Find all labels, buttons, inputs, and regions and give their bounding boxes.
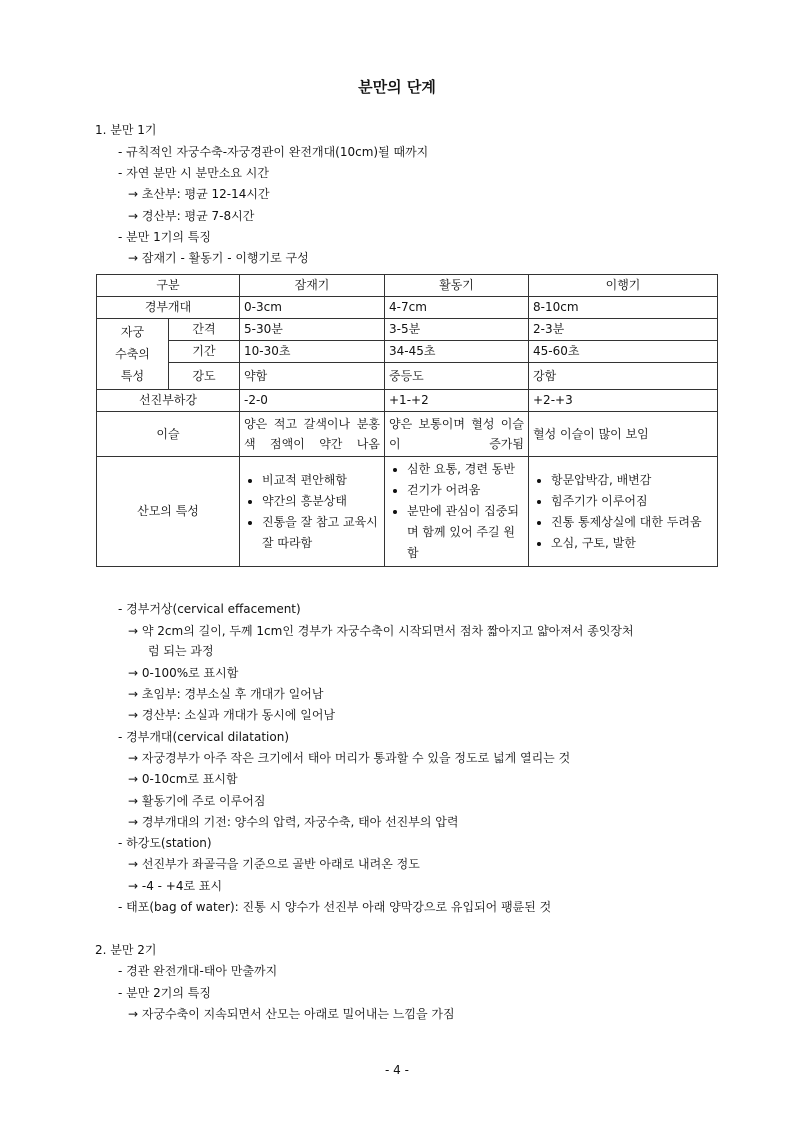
table-cell: 양은 적고 갈색이나 분홍색 점액이 약간 나옴 bbox=[240, 412, 385, 457]
text-line: → 선진부가 좌골극을 기준으로 골반 아래로 내려온 정도 bbox=[128, 857, 420, 871]
table-cell: 3-5분 bbox=[385, 319, 529, 341]
table-cell: 중등도 bbox=[385, 363, 529, 390]
table-cell: +1-+2 bbox=[385, 390, 529, 412]
list-item: • 힘주기가 이루어짐 bbox=[551, 491, 713, 512]
table-cell: +2-+3 bbox=[529, 390, 718, 412]
list-item: • 진통을 잘 참고 교육시 잘 따라함 bbox=[262, 512, 380, 554]
table-row bbox=[97, 457, 718, 567]
row-label: 간격 bbox=[169, 319, 240, 341]
row-label: 선진부하강 bbox=[97, 390, 240, 412]
text-line: → 활동기에 주로 이루어짐 bbox=[128, 794, 266, 808]
table-cell bbox=[240, 457, 385, 567]
text-line: → 경부개대의 기전: 양수의 압력, 자궁수축, 태아 선진부의 압력 bbox=[128, 815, 459, 829]
table-row bbox=[97, 363, 718, 390]
text-line: - 태포(bag of water): 진통 시 양수가 선진부 아래 양막강으로 유입되어 팽륜된 것 bbox=[118, 900, 552, 914]
table-cell: 4-7cm bbox=[385, 297, 529, 319]
text-line: → 자궁경부가 아주 작은 크기에서 태아 머리가 통과할 수 있을 정도로 넓게 열리는 것 bbox=[128, 751, 571, 765]
table-cell: 0-3cm bbox=[240, 297, 385, 319]
row-group-label: 자궁 수축의 특성 bbox=[97, 319, 169, 390]
list-item: • 진통 통제상실에 대한 두려움 bbox=[551, 512, 713, 533]
table-row bbox=[97, 390, 718, 412]
table-row bbox=[97, 412, 718, 457]
row-label: 이슬 bbox=[97, 412, 240, 457]
table-header: 이행기 bbox=[529, 275, 718, 297]
table-cell: 2-3분 bbox=[529, 319, 718, 341]
section-1-heading: 1. 분만 1기 bbox=[95, 123, 157, 137]
row-label: 기간 bbox=[169, 341, 240, 363]
page-title: 분만의 단계 bbox=[358, 78, 436, 96]
text-line: - 분만 2기의 특징 bbox=[118, 986, 211, 1000]
text-line: → 경산부: 소실과 개대가 동시에 일어남 bbox=[128, 708, 336, 722]
text-line: → 경산부: 평균 7-8시간 bbox=[128, 209, 255, 223]
table-header: 활동기 bbox=[385, 275, 529, 297]
text-line: - 경부개대(cervical dilatation) bbox=[118, 730, 290, 744]
list-item: • 약간의 흥분상태 bbox=[262, 491, 380, 512]
table-header-row bbox=[97, 275, 718, 297]
text-line: - 자연 분만 시 분만소요 시간 bbox=[118, 166, 269, 180]
table-header: 잠재기 bbox=[240, 275, 385, 297]
text-line: → 약 2cm의 길이, 두께 1cm인 경부가 자궁수축이 시작되면서 점차 짧아지고 얇아져서 종잇장처 bbox=[128, 624, 634, 638]
text-line: - 규칙적인 자궁수축-자궁경관이 완전개대(10cm)될 때까지 bbox=[118, 145, 429, 159]
text-line: → 자궁수축이 지속되면서 산모는 아래로 밀어내는 느낌을 가짐 bbox=[128, 1007, 455, 1021]
table-cell: -2-0 bbox=[240, 390, 385, 412]
text-line: 럼 되는 과정 bbox=[148, 644, 214, 658]
table-cell: 8-10cm bbox=[529, 297, 718, 319]
list-item: • 항문압박감, 배변감 bbox=[551, 470, 713, 491]
table-cell: 약함 bbox=[240, 363, 385, 390]
table-cell: 34-45초 bbox=[385, 341, 529, 363]
row-label: 경부개대 bbox=[97, 297, 240, 319]
row-label: 산모의 특성 bbox=[97, 457, 240, 567]
bullet-list bbox=[244, 470, 380, 554]
text-line: → 0-10cm로 표시함 bbox=[128, 772, 238, 786]
text-line: → 0-100%로 표시함 bbox=[128, 666, 239, 680]
list-item: • 분만에 관심이 집중되며 함께 있어 주길 원함 bbox=[407, 501, 524, 564]
text-line: → 초산부: 평균 12-14시간 bbox=[128, 187, 270, 201]
table-cell: 양은 보통이며 혈성 이슬이 증가됨 bbox=[385, 412, 529, 457]
table-row bbox=[97, 341, 718, 363]
section-2-heading: 2. 분만 2기 bbox=[95, 943, 157, 957]
page-number: - 4 - bbox=[385, 1063, 409, 1077]
row-label: 강도 bbox=[169, 363, 240, 390]
text-line: - 경부거상(cervical effacement) bbox=[118, 602, 301, 616]
list-item: • 오심, 구토, 발한 bbox=[551, 533, 713, 554]
table-row bbox=[97, 319, 718, 341]
list-item: • 비교적 편안해함 bbox=[262, 470, 380, 491]
text-line: - 하강도(station) bbox=[118, 836, 212, 850]
text-line: - 경관 완전개대-태아 만출까지 bbox=[118, 964, 278, 978]
bullet-list bbox=[533, 470, 713, 554]
table-cell bbox=[385, 457, 529, 567]
text-line: → 잠재기 - 활동기 - 이행기로 구성 bbox=[128, 251, 309, 265]
table-row bbox=[97, 297, 718, 319]
labor-stage-table bbox=[96, 274, 718, 567]
table-cell: 혈성 이슬이 많이 보임 bbox=[529, 412, 718, 457]
bullet-list bbox=[389, 459, 524, 564]
table-cell: 10-30초 bbox=[240, 341, 385, 363]
text-line: → 초임부: 경부소실 후 개대가 일어남 bbox=[128, 687, 324, 701]
table-cell: 강함 bbox=[529, 363, 718, 390]
text-line: → -4 - +4로 표시 bbox=[128, 879, 223, 893]
list-item: • 심한 요통, 경련 동반 bbox=[407, 459, 524, 480]
table-cell: 5-30분 bbox=[240, 319, 385, 341]
table-cell: 45-60초 bbox=[529, 341, 718, 363]
table-header: 구분 bbox=[97, 275, 240, 297]
list-item: • 걷기가 어려움 bbox=[407, 480, 524, 501]
text-line: - 분만 1기의 특징 bbox=[118, 230, 211, 244]
table-cell bbox=[529, 457, 718, 567]
